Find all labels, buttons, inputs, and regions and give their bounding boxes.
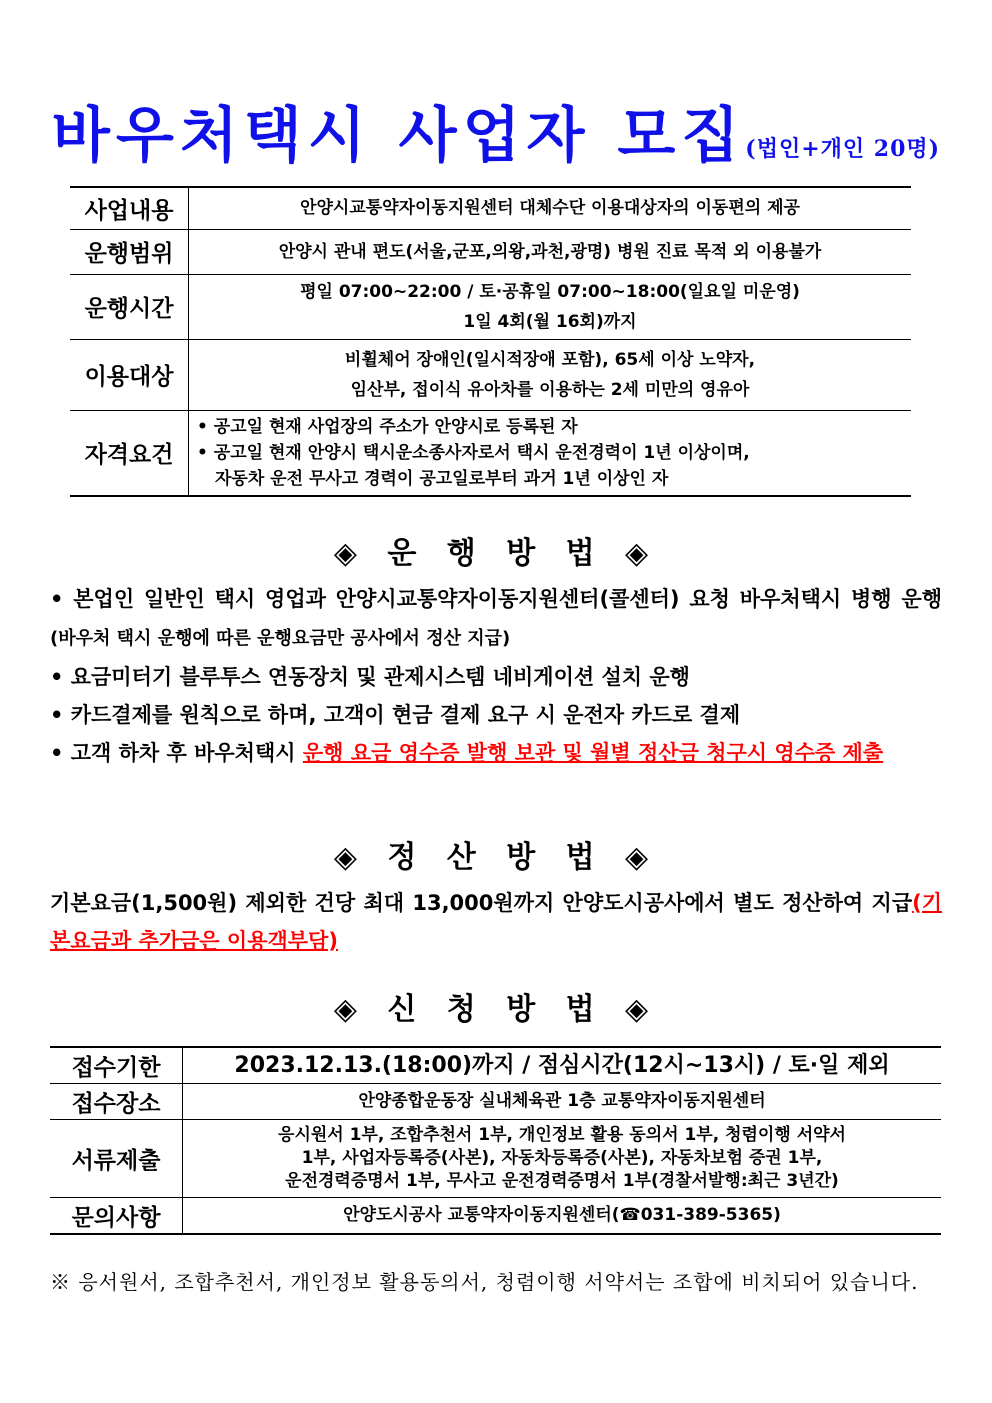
info-line: • 공고일 현재 사업장의 주소가 안양시로 등록된 자 [197, 416, 578, 437]
operation-text: • 본업인 일반인 택시 영업과 안양시교통약자이동지원센터(콜센터) 요청 바우처택시 병행 운행 [50, 587, 942, 611]
highlight-text: (기본요금과 추가금은 이용객부담) [50, 891, 942, 953]
info-row-qualification [70, 410, 911, 496]
info-label: 이용대상 [70, 339, 189, 410]
footnote: ※ 응서원서, 조합추천서, 개인정보 활용동의서, 청렴이행 서약서는 조합에 비치되어 있습니다. [50, 1270, 919, 1294]
apply-value: 2023.12.13.(18:00)까지 / 점심시간(12시~13시) / 토·일 제외 [183, 1047, 942, 1084]
apply-label: 접수기한 [50, 1047, 183, 1084]
title-sub: (법인+개인 20명) [745, 136, 941, 162]
info-line: 1일 4회(월 16회)까지 [463, 311, 637, 332]
apply-row-inquiry [50, 1198, 941, 1235]
info-line: 안양시 관내 편도(서울,군포,의왕,과천,광명) 병원 진료 목적 외 이용불가 [278, 241, 822, 262]
info-row-hours [70, 274, 911, 339]
info-label: 운행범위 [70, 229, 189, 274]
operation-item-1 [50, 580, 942, 658]
info-label: 자격요건 [70, 410, 189, 496]
info-line: 안양시교통약자이동지원센터 대체수단 이용대상자의 이동편의 제공 [300, 198, 800, 219]
info-table [70, 186, 911, 497]
apply-row-deadline [50, 1047, 941, 1084]
apply-value [183, 1120, 942, 1198]
operation-note: (바우처 택시 운행에 따른 운행요금만 공사에서 정산 지급) [50, 628, 511, 649]
operation-item-3: • 카드결제를 원칙으로 하며, 고객이 현금 결제 요구 시 운전자 카드로 결제 [50, 703, 741, 727]
section-heading-application: ◈ 신 청 방 법 ◈ [333, 992, 659, 1027]
info-line: 자동차 운전 무사고 경력이 공고일로부터 과거 1년 이상인 자 [215, 468, 669, 489]
apply-label: 문의사항 [50, 1198, 183, 1235]
operation-list [50, 580, 942, 772]
settlement-body: 기본요금(1,500원) 제외한 건당 최대 13,000원까지 안양도시공사에서 별도 정산하여 지급 [50, 891, 913, 915]
apply-label: 서류제출 [50, 1120, 183, 1198]
info-value [189, 229, 912, 274]
info-line: 비휠체어 장애인(일시적장애 포함), 65세 이상 노약자, [344, 349, 756, 370]
section-heading-operation: ◈ 운 행 방 법 ◈ [333, 536, 659, 571]
info-value [189, 339, 912, 410]
info-row-range [70, 229, 911, 274]
info-row-target [70, 339, 911, 410]
operation-item-2: • 요금미터기 블루투스 연동장치 및 관제시스템 네비게이션 설치 운행 [50, 665, 690, 689]
apply-row-documents [50, 1120, 941, 1198]
info-value [189, 187, 912, 229]
info-line: • 공고일 현재 안양시 택시운소종사자로서 택시 운전경력이 1년 이상이며, [197, 442, 750, 463]
info-label: 사업내용 [70, 187, 189, 229]
info-value [189, 410, 912, 496]
highlight-text: 운행 요금 영수증 발행 보관 및 월별 정산금 청구시 영수증 제출 [302, 741, 884, 765]
info-line: 평일 07:00~22:00 / 토·공휴일 07:00~18:00(일요일 미운영) [300, 281, 800, 302]
info-row-business [70, 187, 911, 229]
apply-table [50, 1046, 941, 1235]
apply-label: 접수장소 [50, 1084, 183, 1120]
apply-row-place [50, 1084, 941, 1120]
info-label: 운행시간 [70, 274, 189, 339]
info-line: 임산부, 접이식 유아차를 이용하는 2세 미만의 영유아 [350, 379, 750, 400]
operation-text: • 고객 하차 후 바우처택시 [50, 741, 303, 765]
apply-line: 운전경력증명서 1부, 무사고 운전경력증명서 1부(경찰서발행:최근 3년간) [285, 1171, 839, 1191]
apply-line: 응시원서 1부, 조합추천서 1부, 개인정보 활용 동의서 1부, 청렴이행 서약서 [278, 1125, 846, 1145]
poster-title [0, 88, 992, 174]
apply-line: 1부, 사업자등록증(사본), 자동차등록증(사본), 자동차보험 증권 1부, [301, 1148, 823, 1168]
operation-item-4 [50, 734, 942, 772]
apply-value: 안양도시공사 교통약자이동지원센터(☎031-389-5365) [183, 1198, 942, 1235]
title-main: 바우처택시 사업자 모집 [51, 101, 746, 171]
apply-value: 안양종합운동장 실내체육관 1층 교통약자이동지원센터 [183, 1084, 942, 1120]
info-value [189, 274, 912, 339]
settlement-text [50, 884, 942, 960]
section-heading-settlement: ◈ 정 산 방 법 ◈ [333, 840, 659, 875]
